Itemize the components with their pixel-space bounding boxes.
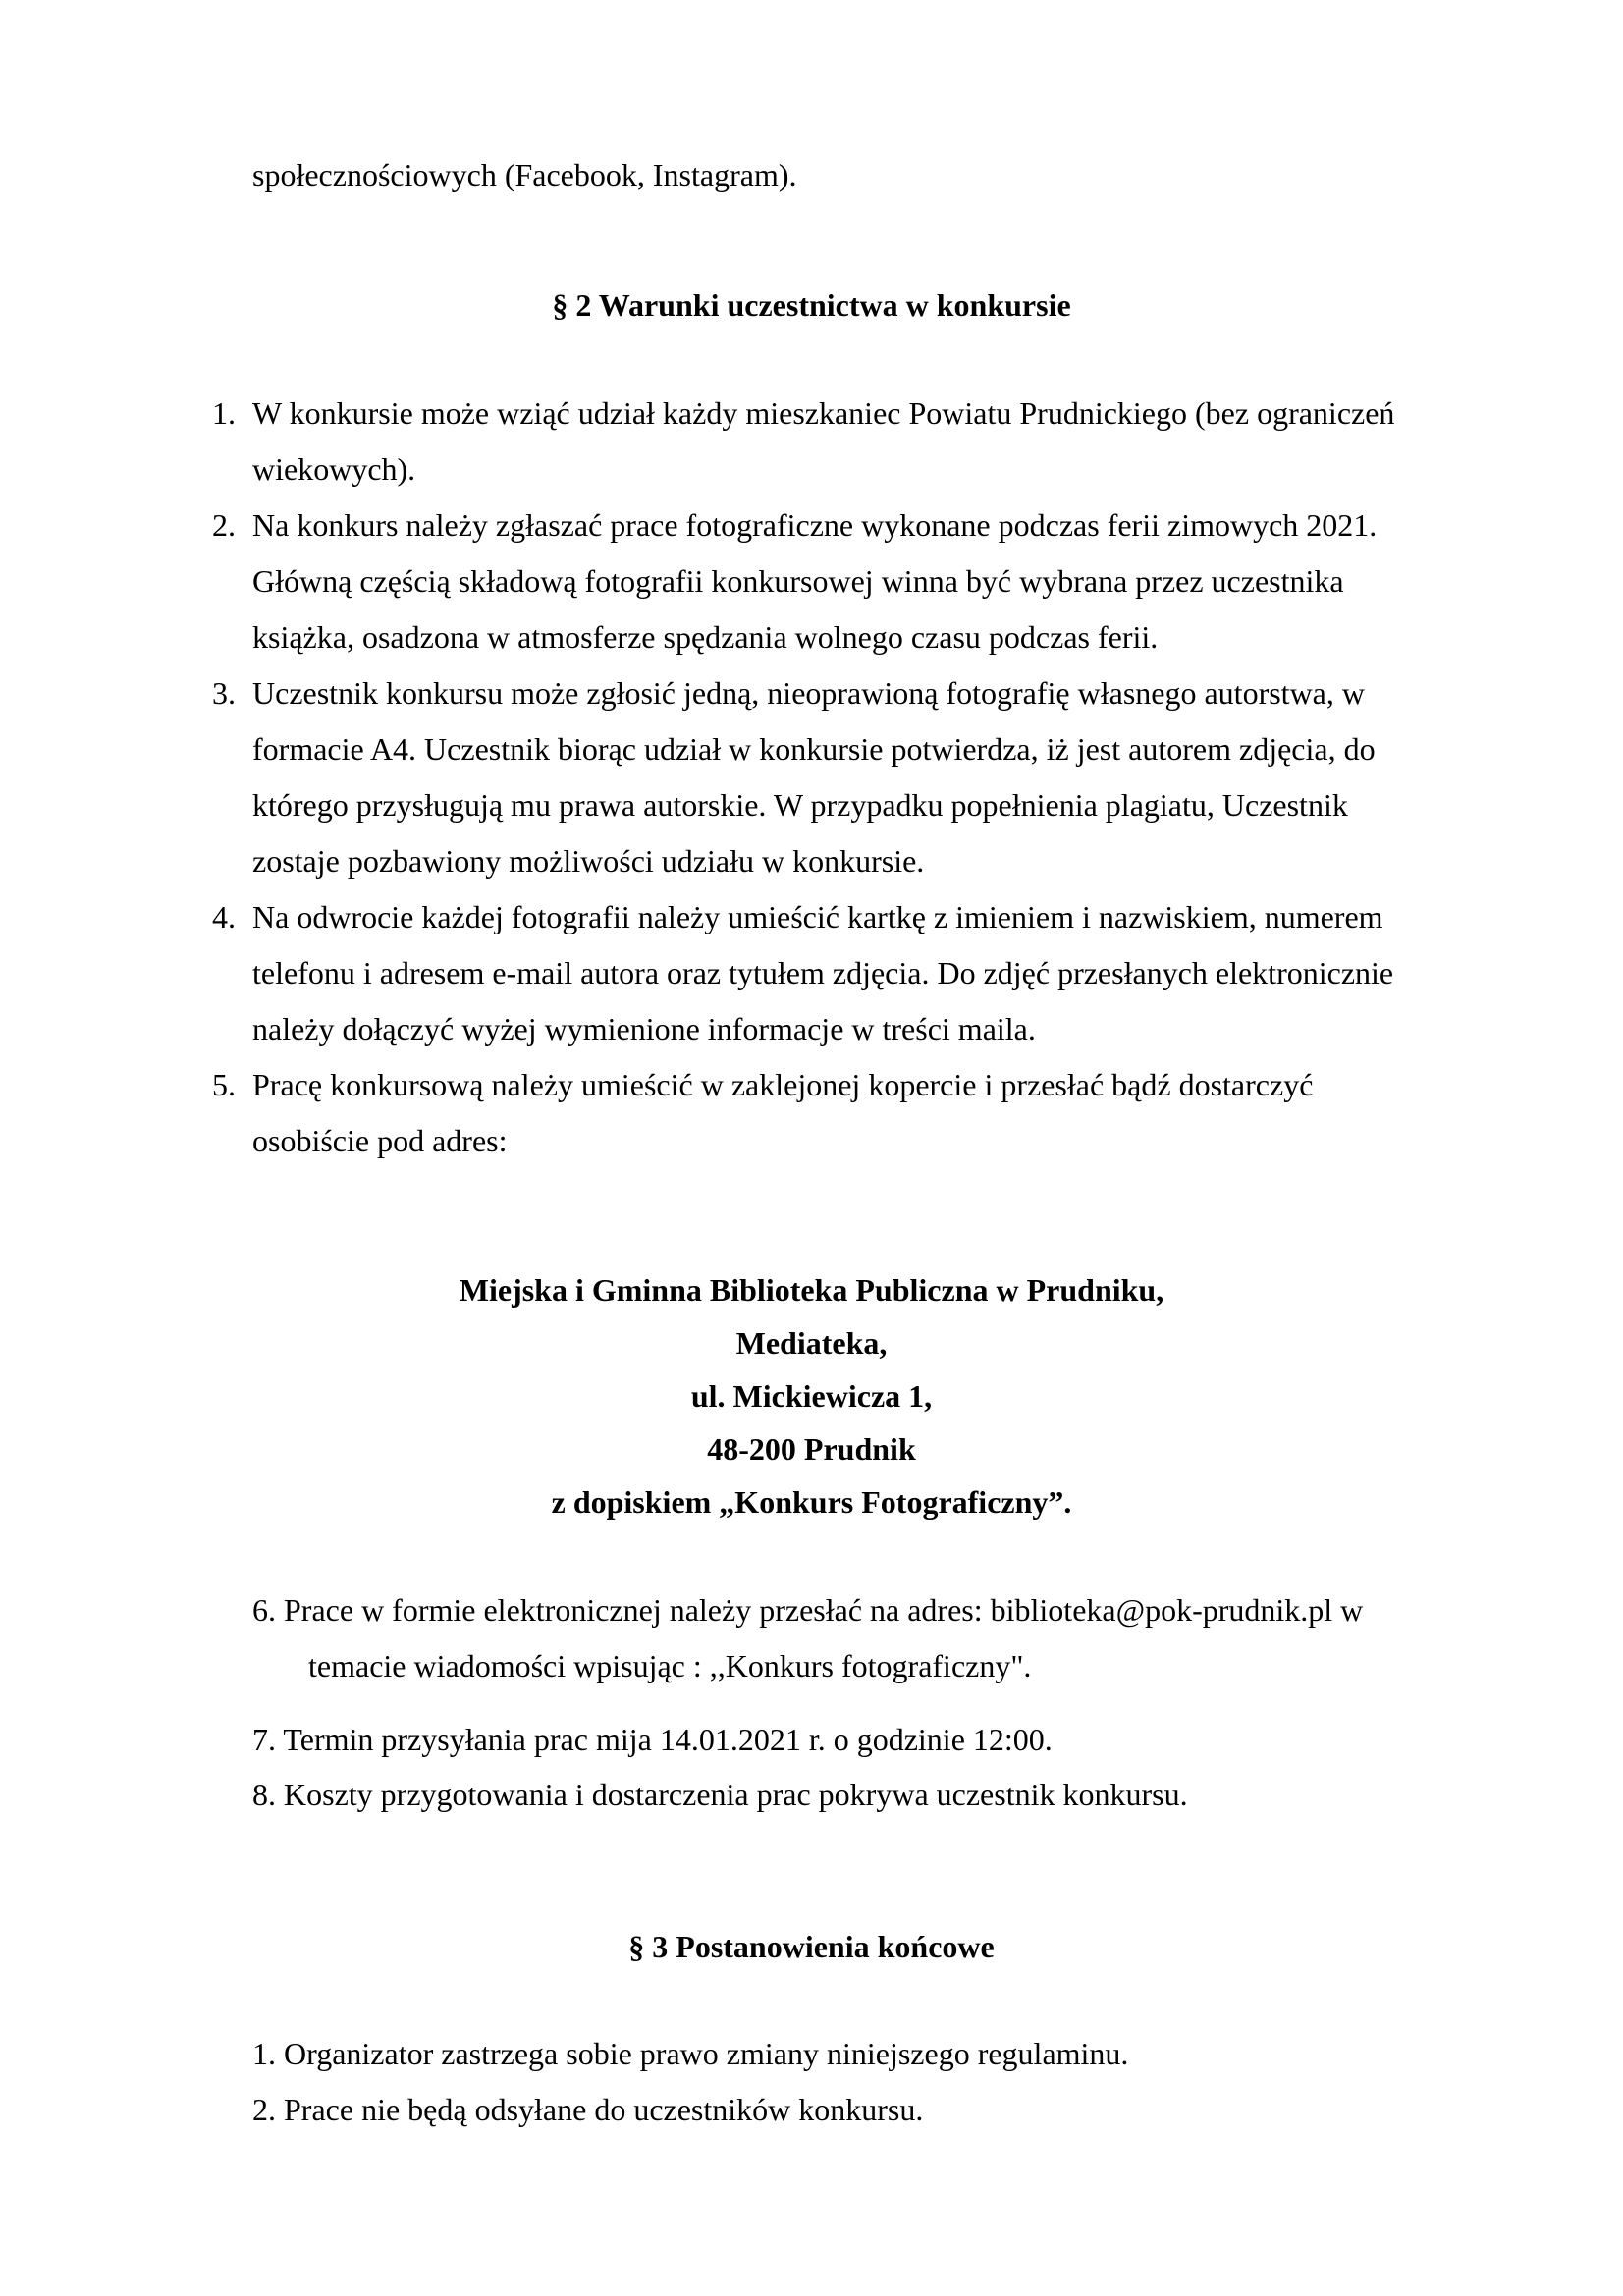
list-item-number: 2. — [212, 507, 236, 543]
list-item-text: należy dołączyć wyżej wymienione informacje w treści maila. — [252, 1011, 1036, 1046]
list-item-text: Uczestnik konkursu może zgłosić jedną, nieoprawioną fotografię własnego autorstwa, w — [252, 675, 1365, 711]
list-item-text: 2. Prace nie będą odsyłane do uczestników konkursu. — [252, 2092, 924, 2127]
list-item-text: Na odwrocie każdej fotografii należy umieścić kartkę z imieniem i nazwiskiem, numerem — [252, 899, 1383, 934]
list-item-text: formacie A4. Uczestnik biorąc udział w konkursie potwierdza, iż jest autorem zdjęcia, do — [252, 731, 1376, 767]
list-item-text: osobiście pod adres: — [252, 1123, 508, 1158]
list-item-text: książka, osadzona w atmosferze spędzania wolnego czasu podczas ferii. — [252, 619, 1159, 655]
list-item-number: 1. — [212, 396, 236, 431]
list-item-text: 7. Termin przysyłania prac mija 14.01.2021 r. o godzinie 12:00. — [252, 1722, 1053, 1757]
address-line: ul. Mickiewicza 1, — [690, 1378, 933, 1414]
list-item-text: telefonu i adresem e-mail autora oraz tytułem zdjęcia. Do zdjęć przesłanych elektronicznie — [252, 955, 1394, 990]
list-item-text: 6. Prace w formie elektronicznej należy przesłać na adres: biblioteka@pok-prudnik.pl w — [252, 1592, 1364, 1628]
intro-tail-text: społecznościowych (Facebook, Instagram). — [252, 157, 797, 192]
list-item-text: Główną częścią składową fotografii konkursowej winna być wybrana przez uczestnika — [252, 563, 1344, 599]
section-2-title: § 2 Warunki uczestnictwa w konkursie — [552, 288, 1071, 323]
address-line: Mediateka, — [735, 1325, 888, 1361]
list-item-text: W konkursie może wziąć udział każdy mieszkaniec Powiatu Prudnickiego (bez ograniczeń — [252, 396, 1395, 431]
section-3-title: § 3 Postanowienia końcowe — [628, 1929, 995, 1964]
list-item-text: wiekowych). — [252, 452, 416, 487]
list-item-number: 5. — [212, 1067, 236, 1102]
address-line: Miejska i Gminna Biblioteka Publiczna w Prudniku, — [459, 1272, 1164, 1308]
list-item-text: Pracę konkursową należy umieścić w zaklejonej kopercie i przesłać bądź dostarczyć — [252, 1067, 1314, 1102]
list-item-number: 4. — [212, 899, 236, 934]
address-line: 48-200 Prudnik — [707, 1431, 916, 1467]
address-line: z dopiskiem „Konkurs Fotograficzny”. — [551, 1484, 1072, 1520]
list-item-text: 8. Koszty przygotowania i dostarczenia prac pokrywa uczestnik konkursu. — [252, 1777, 1188, 1812]
list-item-text: zostaje pozbawiony możliwości udziału w konkursie. — [252, 843, 925, 879]
list-item-text: Na konkurs należy zgłaszać prace fotograficzne wykonane podczas ferii zimowych 2021. — [252, 507, 1378, 543]
list-item-text: 1. Organizator zastrzega sobie prawo zmiany niniejszego regulaminu. — [252, 2036, 1129, 2071]
list-item-text: którego przysługują mu prawa autorskie. W przypadku popełnienia plagiatu, Uczestnik — [252, 787, 1348, 823]
list-item-text: temacie wiadomości wpisując : ,,Konkurs fotograficzny". — [308, 1648, 1032, 1683]
list-item-number: 3. — [212, 675, 236, 711]
